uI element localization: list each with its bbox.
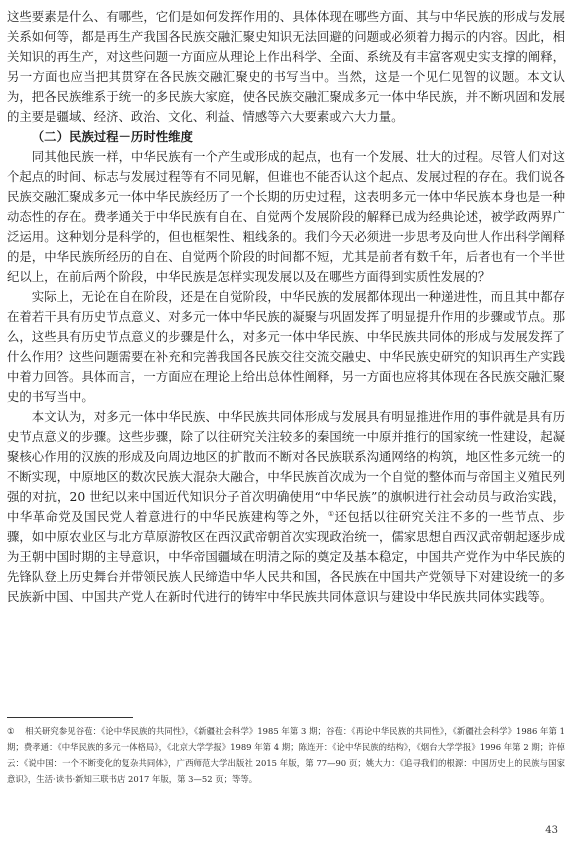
footnote-divider [7,717,133,718]
paragraph-stages: 实际上，无论在自在阶段，还是在自觉阶段，中华民族的发展都体现出一种递进性，而且其中都存在着若干具有历史节点意义、对多元一体中华民族的凝聚与巩固发挥了明显提升作用的步骤或节点。那么，这些具有历史节点意义的步骤是什么，对多元一体中华民族、中华民族共同体的形成与发展发挥了什么作用？这些问题需要在补充和完善我国各民族交往交流交融史、中华民族史研究的知识再生产实践中着力回答。具体而言，一方面应在理论上给出总体性阐释，另一方面也应将其体现在各民族交融汇聚史的书写当中。 [7,289,565,404]
paragraph-steps-part2: 还包括以往研究关注不多的一些节点、步骤，如中原农业区与北方草原游牧区在西汉武帝朝首次实现政治统一，儒家思想自西汉武帝朝起逐步成为王朝中国时期的主导意识，中华帝国疆域在明清之际的奠定及基本稳定，中国共产党作为中华民族的先锋队登上历史舞台并带领民族人民缔造中华人民共和国，各民族在中国共产党领导下对建设统一的多民族新中国、中国共产党人在新时代进行的铸牢中华民族共同体意识与建设中华民族共同体实践等。 [7,509,566,604]
footnote-mark: ① [7,726,15,736]
footnote-reference[interactable]: ① [327,509,335,518]
paragraph-steps [7,407,565,607]
body-text [7,7,565,607]
footnote-text: 相关研究参见谷苞：《论中华民族的共同性》，《新疆社会科学》1985 年第 3 期；谷苞：《再论中华民族的共同性》，《新疆社会科学》1986 年第 1 期；费孝通：《中华民族的多元一体格局》，《北京大学学报》1989 年第 4 期；陈连开：《论中华民族的结构》，《烟台大学学报》1996 年第 2 期；许倬云：《说中国：一个不断变化的复杂共同体》，广西师范大学出版社 2015 年版，第 77—90 页；姚大力：《追寻我们的根源：中国历史上的民族与国家意识》，生活·读书·新知三联书店 2017 年版，第 3—52 页；等等。 [7,726,565,784]
paragraph-origin: 同其他民族一样，中华民族有一个产生或形成的起点，也有一个发展、壮大的过程。尽管人们对这个起点的时间、标志与发展过程等有不同见解，但谁也不能否认这个起点、发展过程的存在。我们说各民族交融汇聚成多元一体中华民族经历了一个长期的历史过程，这表明多元一体中华民族本身也是一种动态性的存在。费孝通关于中华民族有自在、自觉两个发展阶段的解释已成为经典论述，被学政两界广泛运用。这种划分是科学的，但也框架性、粗线条的。我们今天必须进一步思考及向世人作出科学阐释的是，中华民族所经历的自在、自觉两个阶段的时间都不短，尤其是前者有数千年，后者也有一个半世纪以上，在前后两个阶段，中华民族是怎样实现发展以及在哪些方面得到实质性发展的？ [7,149,565,284]
paragraph-steps-part1: 本文认为，对多元一体中华民族、中华民族共同体形成与发展具有明显推进作用的事件就是具有历史节点意义的步骤。这些步骤，除了以往研究关注较多的秦国统一中原并推行的国家统一性建设，起凝聚核心作用的汉族的形成及向周边地区的扩散而不断对各民族联系沟通网络的构筑，地区性多元统一的不断实现，中原地区的数次民族大混杂大融合，中华民族首次成为一个自觉的整体而与帝国主义殖民列强的对抗，20 世纪以来中国近代知识分子首次明确使用“中华民族”的旗帜进行社会动员与政治实践，中华革命党及国民党人着意进行的中华民族建构等之外， [7,409,565,524]
page-number: 43 [545,825,558,836]
footnote [7,723,565,787]
paragraph-intro: 这些要素是什么、有哪些，它们是如何发挥作用的、具体体现在哪些方面、其与中华民族的形成与发展关系如何等，都是再生产我国各民族交融汇聚史知识无法回避的问题或必须着力揭示的内容。因此，相关知识的再生产，对这些问题一方面应从理论上作出科学、全面、系统及有丰富客观史实支撑的阐释，另一方面也应当把其贯穿在各民族交融汇聚史的书写当中。当然，这是一个见仁见智的议题。本文认为，把各民族维系于统一的多民族大家庭，使各民族交融汇聚成多元一体中华民族，并不断巩固和发展的主要是疆域、经济、政治、文化、利益、情感等六大要素或六大力量。 [7,9,565,124]
section-heading: （二）民族过程－历时性维度 [31,129,193,144]
